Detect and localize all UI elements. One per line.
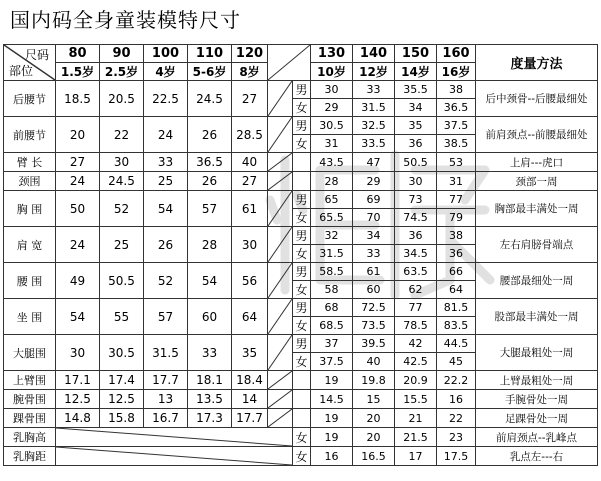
header-separator [268, 45, 311, 81]
left-value: 61 [232, 191, 268, 227]
gender-cell: 女 [293, 99, 311, 117]
left-value: 28.5 [232, 117, 268, 153]
row-label: 肩 宽 [4, 227, 56, 263]
empty-cell-diagonal [268, 227, 292, 262]
age-left-2: 4岁 [144, 63, 188, 81]
table-row [4, 263, 598, 281]
table-row [4, 428, 598, 447]
right-value: 15 [353, 390, 395, 409]
table-row [4, 153, 598, 172]
left-value: 27 [232, 81, 268, 117]
right-value: 69 [353, 191, 395, 209]
size-right-3: 160 [437, 45, 476, 63]
gender-cell: 女 [293, 209, 311, 227]
row-label: 后腰节 [4, 81, 56, 117]
empty-cell-diagonal [56, 447, 292, 465]
size-left-4: 120 [232, 45, 268, 63]
table-row [4, 335, 598, 353]
method-cell: 颈部一周 [476, 172, 598, 191]
method-cell: 左右肩膀骨端点 [476, 227, 598, 263]
row-label: 大腿围 [4, 335, 56, 371]
gender-cell: 男 [293, 191, 311, 209]
gender-cell: 女 [293, 317, 311, 335]
gender-cell: 男 [293, 263, 311, 281]
right-value: 68 [311, 299, 353, 317]
table-row [4, 409, 598, 428]
left-value: 18.4 [232, 371, 268, 390]
right-value: 65 [311, 191, 353, 209]
left-value: 26 [188, 172, 232, 191]
empty-cell-diagonal [268, 409, 292, 427]
left-value: 50 [56, 191, 100, 227]
gender-cell: 女 [293, 135, 311, 153]
left-value: 14.8 [56, 409, 100, 428]
right-value: 50.5 [395, 153, 437, 172]
right-value: 73.5 [353, 317, 395, 335]
empty-cell-diagonal [268, 153, 292, 171]
separator-cell [268, 172, 293, 191]
right-value: 45 [437, 353, 476, 371]
header-corner [4, 45, 56, 81]
size-table [3, 44, 598, 466]
left-value: 17.3 [188, 409, 232, 428]
method-cell: 乳点左---右 [476, 447, 598, 466]
right-value: 34 [395, 99, 437, 117]
left-value: 13 [144, 390, 188, 409]
table-row [4, 227, 598, 245]
size-right-1: 140 [353, 45, 395, 63]
right-value: 15.5 [395, 390, 437, 409]
right-value: 65.5 [311, 209, 353, 227]
gender-cell: 男 [293, 299, 311, 317]
left-value: 12.5 [56, 390, 100, 409]
left-value: 33 [188, 335, 232, 371]
separator-cell [268, 299, 293, 335]
right-value: 17.5 [437, 447, 476, 466]
right-value: 22.2 [437, 371, 476, 390]
right-value: 33 [353, 245, 395, 263]
left-value: 22.5 [144, 81, 188, 117]
right-value: 77 [437, 191, 476, 209]
left-value: 20.5 [100, 81, 144, 117]
right-value: 19 [311, 371, 353, 390]
left-value: 54 [188, 263, 232, 299]
gender-cell: 女 [293, 245, 311, 263]
right-value: 47 [353, 153, 395, 172]
size-right-2: 150 [395, 45, 437, 63]
right-value: 19 [311, 428, 353, 447]
right-value: 68.5 [311, 317, 353, 335]
right-value: 35.5 [395, 81, 437, 99]
size-left-1: 90 [100, 45, 144, 63]
right-value: 44.5 [437, 335, 476, 353]
right-value: 23 [437, 428, 476, 447]
right-value: 72.5 [353, 299, 395, 317]
left-value: 17.4 [100, 371, 144, 390]
table-row [4, 81, 598, 99]
left-value: 54 [56, 299, 100, 335]
left-value: 26 [144, 227, 188, 263]
gender-cell: 女 [293, 428, 311, 447]
right-value: 28 [311, 172, 353, 191]
separator-cell [268, 263, 293, 299]
right-value: 38 [437, 227, 476, 245]
left-value: 31.5 [144, 335, 188, 371]
right-value: 17 [395, 447, 437, 466]
left-value: 27 [56, 153, 100, 172]
age-right-0: 10岁 [311, 63, 353, 81]
right-value: 63.5 [395, 263, 437, 281]
left-value: 30.5 [100, 335, 144, 371]
left-value: 28 [188, 227, 232, 263]
left-value: 15.8 [100, 409, 144, 428]
right-value: 79 [437, 209, 476, 227]
method-cell: 腰部最细处一周 [476, 263, 598, 299]
left-value: 27 [232, 172, 268, 191]
right-value: 37 [311, 335, 353, 353]
right-value: 60 [353, 281, 395, 299]
right-value: 16.5 [353, 447, 395, 466]
right-value: 30 [311, 81, 353, 99]
gender-cell: 男 [293, 81, 311, 99]
method-cell: 前肩颈点--乳峰点 [476, 428, 598, 447]
right-value: 40 [353, 353, 395, 371]
empty-cell-diagonal [268, 81, 292, 116]
left-value: 30 [100, 153, 144, 172]
empty-cell-diagonal [268, 371, 292, 389]
right-value: 21.5 [395, 428, 437, 447]
left-value: 17.7 [144, 371, 188, 390]
age-left-0: 1.5岁 [56, 63, 100, 81]
left-value: 30 [56, 335, 100, 371]
age-left-3: 5-6岁 [188, 63, 232, 81]
right-value: 33.5 [353, 135, 395, 153]
header-separator-diagonal [268, 45, 310, 80]
separator-cell [268, 81, 293, 117]
separator-cell [268, 227, 293, 263]
age-left-1: 2.5岁 [100, 63, 144, 81]
separator-cell [268, 371, 293, 390]
left-value: 55 [100, 299, 144, 335]
left-value: 30 [232, 227, 268, 263]
left-value: 36.5 [188, 153, 232, 172]
table-row [4, 371, 598, 390]
left-value: 24.5 [188, 81, 232, 117]
right-value: 20 [353, 428, 395, 447]
right-value: 30 [395, 172, 437, 191]
gender-cell: 女 [293, 281, 311, 299]
left-value: 14 [232, 390, 268, 409]
empty-cell-diagonal [268, 299, 292, 334]
right-value: 31 [311, 135, 353, 153]
right-value: 74.5 [395, 209, 437, 227]
right-value: 31.5 [353, 99, 395, 117]
table-row [4, 172, 598, 191]
right-value: 20 [353, 409, 395, 428]
empty-cell-diagonal [268, 263, 292, 298]
right-value: 37.5 [311, 353, 353, 371]
right-value: 70 [353, 209, 395, 227]
right-value: 58 [311, 281, 353, 299]
right-value: 61 [353, 263, 395, 281]
left-value: 33 [144, 153, 188, 172]
right-value: 38.5 [437, 135, 476, 153]
method-cell: 后中颈骨--后腰最细处 [476, 81, 598, 117]
right-value: 33 [353, 81, 395, 99]
right-value: 53 [437, 153, 476, 172]
left-value: 16.7 [144, 409, 188, 428]
right-value: 36 [395, 135, 437, 153]
empty-cell-diagonal [268, 191, 292, 226]
right-value: 32.5 [353, 117, 395, 135]
method-cell: 上肩---虎口 [476, 153, 598, 172]
age-left-4: 8岁 [232, 63, 268, 81]
right-value: 14.5 [311, 390, 353, 409]
separator-cell [268, 117, 293, 153]
empty-cell-diagonal [268, 390, 292, 408]
left-value: 25 [144, 172, 188, 191]
row-label: 前腰节 [4, 117, 56, 153]
right-value: 16 [311, 447, 353, 466]
table-row [4, 390, 598, 409]
left-value: 13.5 [188, 390, 232, 409]
table-row [4, 117, 598, 135]
right-value: 36.5 [437, 99, 476, 117]
right-value: 30.5 [311, 117, 353, 135]
gender-cell: 男 [293, 227, 311, 245]
row-label: 腰 围 [4, 263, 56, 299]
right-value: 21 [395, 409, 437, 428]
method-cell: 上臂最粗处一周 [476, 371, 598, 390]
row-label: 胸 围 [4, 191, 56, 227]
right-value: 16 [437, 390, 476, 409]
age-right-3: 16岁 [437, 63, 476, 81]
table-row [4, 447, 598, 466]
gender-cell: 男 [293, 335, 311, 353]
separator-cell [268, 153, 293, 172]
gender-cell: 女 [293, 447, 311, 466]
left-value: 40 [232, 153, 268, 172]
separator-cell [268, 409, 293, 428]
left-value: 57 [188, 191, 232, 227]
separator-cell [268, 335, 293, 371]
gender-cell [293, 153, 311, 172]
size-right-0: 130 [311, 45, 353, 63]
right-value: 36 [437, 245, 476, 263]
row-label: 坐 围 [4, 299, 56, 335]
separator-cell [268, 191, 293, 227]
method-header: 度量方法 [476, 45, 598, 81]
left-value: 17.1 [56, 371, 100, 390]
method-cell: 大腿最粗处一周 [476, 335, 598, 371]
method-cell: 股部最丰满处一周 [476, 299, 598, 335]
method-cell: 胸部最丰满处一周 [476, 191, 598, 227]
left-value: 24.5 [100, 172, 144, 191]
row-label: 踝骨围 [4, 409, 56, 428]
row-label: 乳胸高 [4, 428, 56, 447]
right-value: 37.5 [437, 117, 476, 135]
gender-cell [293, 172, 311, 191]
age-right-1: 12岁 [353, 63, 395, 81]
left-value: 57 [144, 299, 188, 335]
left-value: 20 [56, 117, 100, 153]
gender-cell [293, 371, 311, 390]
size-left-3: 110 [188, 45, 232, 63]
right-value: 19 [311, 409, 353, 428]
right-value: 31 [437, 172, 476, 191]
table-row [4, 191, 598, 209]
left-value: 52 [100, 191, 144, 227]
right-value: 35 [395, 117, 437, 135]
gender-cell: 男 [293, 117, 311, 135]
empty-cell-diagonal [268, 117, 292, 152]
table-row [4, 299, 598, 317]
right-value: 73 [395, 191, 437, 209]
empty-left-cells [56, 428, 293, 447]
right-value: 78.5 [395, 317, 437, 335]
separator-cell [268, 390, 293, 409]
left-value: 54 [144, 191, 188, 227]
right-value: 22 [437, 409, 476, 428]
age-right-2: 14岁 [395, 63, 437, 81]
left-value: 52 [144, 263, 188, 299]
left-value: 56 [232, 263, 268, 299]
left-value: 18.1 [188, 371, 232, 390]
header-size-label: 尺码 [24, 48, 49, 62]
right-value: 81.5 [437, 299, 476, 317]
right-value: 36 [395, 227, 437, 245]
row-label: 上臂围 [4, 371, 56, 390]
right-value: 64 [437, 281, 476, 299]
left-value: 22 [100, 117, 144, 153]
right-value: 34 [353, 227, 395, 245]
gender-cell: 女 [293, 353, 311, 371]
left-value: 24 [144, 117, 188, 153]
right-value: 34.5 [395, 245, 437, 263]
right-value: 39.5 [353, 335, 395, 353]
right-value: 31.5 [311, 245, 353, 263]
right-value: 62 [395, 281, 437, 299]
size-left-0: 80 [56, 45, 100, 63]
left-value: 50.5 [100, 263, 144, 299]
right-value: 20.9 [395, 371, 437, 390]
left-value: 24 [56, 227, 100, 263]
right-value: 43.5 [311, 153, 353, 172]
left-value: 64 [232, 299, 268, 335]
left-value: 49 [56, 263, 100, 299]
row-label: 臂 长 [4, 153, 56, 172]
right-value: 42.5 [395, 353, 437, 371]
row-label: 腕骨围 [4, 390, 56, 409]
size-left-2: 100 [144, 45, 188, 63]
row-label: 颈围 [4, 172, 56, 191]
right-value: 42 [395, 335, 437, 353]
header-part-label: 部位 [9, 64, 34, 78]
empty-cell-diagonal [268, 172, 292, 190]
right-value: 38 [437, 81, 476, 99]
right-value: 29 [311, 99, 353, 117]
method-cell: 手腕骨处一周 [476, 390, 598, 409]
left-value: 17.7 [232, 409, 268, 428]
gender-cell [293, 390, 311, 409]
left-value: 24 [56, 172, 100, 191]
right-value: 83.5 [437, 317, 476, 335]
right-value: 66 [437, 263, 476, 281]
page-title: 国内码全身童装模特尺寸 [10, 8, 241, 32]
right-value: 29 [353, 172, 395, 191]
method-cell: 前肩颈点--前腰最细处 [476, 117, 598, 153]
right-value: 77 [395, 299, 437, 317]
left-value: 25 [100, 227, 144, 263]
left-value: 26 [188, 117, 232, 153]
empty-cell-diagonal [268, 335, 292, 370]
left-value: 12.5 [100, 390, 144, 409]
gender-cell [293, 409, 311, 428]
empty-left-cells [56, 447, 293, 466]
left-value: 35 [232, 335, 268, 371]
left-value: 18.5 [56, 81, 100, 117]
right-value: 32 [311, 227, 353, 245]
row-label: 乳胸距 [4, 447, 56, 466]
right-value: 58.5 [311, 263, 353, 281]
empty-cell-diagonal [56, 428, 292, 446]
method-cell: 足踝骨处一周 [476, 409, 598, 428]
left-value: 60 [188, 299, 232, 335]
right-value: 19.8 [353, 371, 395, 390]
